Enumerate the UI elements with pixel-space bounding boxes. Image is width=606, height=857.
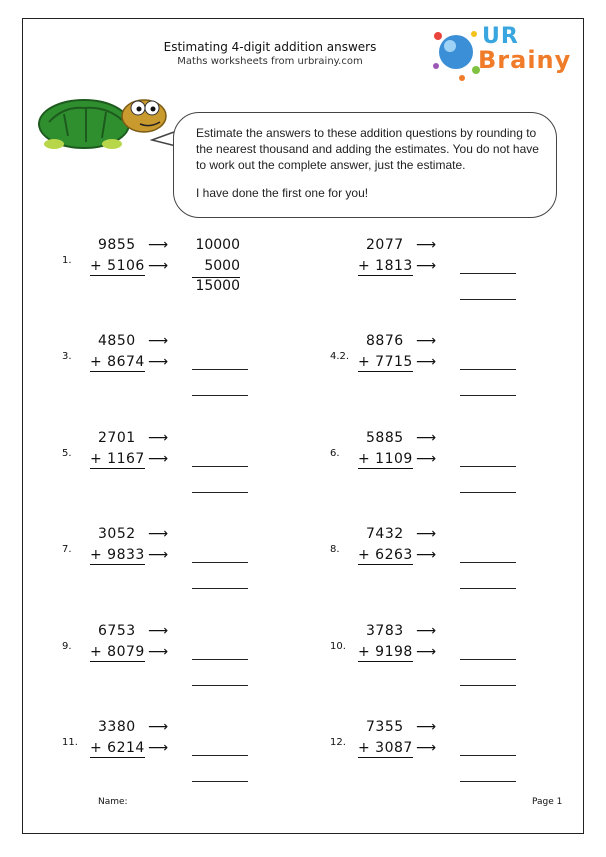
answer-line[interactable] (192, 588, 248, 589)
first-addend: 2077 (366, 237, 404, 253)
answer-line[interactable] (460, 562, 516, 563)
first-addend: 3052 (98, 526, 136, 542)
answer-line[interactable] (192, 781, 248, 782)
answer-line[interactable] (460, 466, 516, 467)
instruction-speech-bubble (173, 112, 557, 218)
answer-line[interactable] (460, 492, 516, 493)
problem-12 (330, 719, 563, 809)
arrow-icon: ⟶ (416, 644, 437, 660)
problem-number: 5. (62, 448, 72, 459)
problem-number: 11. (62, 737, 78, 748)
problem-number: 8. (330, 544, 340, 555)
answer-line[interactable] (460, 685, 516, 686)
first-addend: 3380 (98, 719, 136, 735)
name-label: Name: (98, 797, 128, 807)
problem-1 (62, 237, 292, 327)
problem-number: 6. (330, 448, 340, 459)
problem-3 (62, 333, 292, 423)
answer-line[interactable] (192, 466, 248, 467)
arrow-icon: ⟶ (416, 258, 437, 274)
problem-2 (330, 237, 560, 327)
answer-line[interactable] (192, 562, 248, 563)
answer-line[interactable] (192, 659, 248, 660)
answer-line[interactable] (460, 781, 516, 782)
answer-line[interactable] (192, 369, 248, 370)
second-addend: + 8079 (90, 644, 145, 660)
second-addend: + 6214 (90, 740, 145, 756)
problem-9 (62, 623, 292, 713)
problem-10 (330, 623, 560, 713)
arrow-icon: ⟶ (416, 430, 437, 446)
answer-line[interactable] (460, 588, 516, 589)
answer-line[interactable] (460, 273, 516, 274)
estimate-second: 5000 (204, 258, 240, 274)
instruction-note: I have done the first one for you! (196, 186, 369, 200)
answer-line[interactable] (192, 492, 248, 493)
arrow-icon: ⟶ (148, 237, 169, 253)
instruction-text: Estimate the answers to these addition questions by rounding to the nearest thousand and adding the estimates. You do not have to work out the complete answer, just the estimate. (196, 126, 539, 172)
arrow-icon: ⟶ (416, 547, 437, 563)
answer-line[interactable] (192, 685, 248, 686)
answer-line[interactable] (460, 395, 516, 396)
problem-number: 4.2. (330, 351, 350, 362)
second-addend: + 8674 (90, 354, 145, 370)
problem-6 (330, 430, 560, 520)
first-addend: 2701 (98, 430, 136, 446)
second-addend: + 1813 (358, 258, 413, 274)
first-addend: 4850 (98, 333, 136, 349)
arrow-icon: ⟶ (416, 740, 437, 756)
arrow-icon: ⟶ (148, 333, 169, 349)
page-number: Page 1 (532, 797, 563, 807)
arrow-icon: ⟶ (416, 623, 437, 639)
urbrainy-logo (432, 24, 572, 86)
first-addend: 9855 (98, 237, 136, 253)
problem-8 (330, 526, 560, 616)
answer-line[interactable] (192, 395, 248, 396)
second-addend: + 3087 (358, 740, 413, 756)
second-addend: + 7715 (358, 354, 413, 370)
worksheet-title: Estimating 4-digit addition answers (163, 40, 377, 54)
second-addend: + 1109 (358, 451, 413, 467)
first-addend: 5885 (366, 430, 404, 446)
first-addend: 7432 (366, 526, 404, 542)
second-addend: + 5106 (90, 258, 145, 274)
arrow-icon: ⟶ (148, 430, 169, 446)
first-addend: 7355 (366, 719, 404, 735)
arrow-icon: ⟶ (416, 451, 437, 467)
second-addend: + 9198 (358, 644, 413, 660)
arrow-icon: ⟶ (148, 258, 169, 274)
problem-number: 3. (62, 351, 72, 362)
answer-line[interactable] (460, 369, 516, 370)
problem-number: 1. (62, 255, 72, 266)
arrow-icon: ⟶ (148, 623, 169, 639)
answer-line[interactable] (460, 659, 516, 660)
problem-number: 7. (62, 544, 72, 555)
problem-number: 12. (330, 737, 346, 748)
first-addend: 8876 (366, 333, 404, 349)
problem-number: 9. (62, 641, 72, 652)
problem-5 (62, 430, 292, 520)
arrow-icon: ⟶ (416, 237, 437, 253)
arrow-icon: ⟶ (148, 354, 169, 370)
answer-line[interactable] (460, 299, 516, 300)
problem-11 (62, 719, 292, 809)
arrow-icon: ⟶ (148, 740, 169, 756)
answer-line[interactable] (192, 755, 248, 756)
first-addend: 3783 (366, 623, 404, 639)
worksheet-subtitle: Maths worksheets from urbrainy.com (177, 56, 363, 67)
second-addend: + 6263 (358, 547, 413, 563)
arrow-icon: ⟶ (416, 333, 437, 349)
arrow-icon: ⟶ (148, 451, 169, 467)
second-addend: + 1167 (90, 451, 145, 467)
arrow-icon: ⟶ (148, 644, 169, 660)
problem-4 (330, 333, 560, 423)
estimate-total: 15000 (192, 277, 240, 294)
arrow-icon: ⟶ (148, 526, 169, 542)
arrow-icon: ⟶ (148, 719, 169, 735)
second-addend: + 9833 (90, 547, 145, 563)
arrow-icon: ⟶ (148, 547, 169, 563)
answer-line[interactable] (460, 755, 516, 756)
first-addend: 6753 (98, 623, 136, 639)
logo-text-ur: UR (482, 24, 519, 49)
arrow-icon: ⟶ (416, 526, 437, 542)
problem-7 (62, 526, 292, 616)
arrow-icon: ⟶ (416, 354, 437, 370)
arrow-icon: ⟶ (416, 719, 437, 735)
estimate-first: 10000 (195, 237, 240, 253)
problem-number: 10. (330, 641, 346, 652)
logo-text-brainy: Brainy (478, 46, 572, 74)
